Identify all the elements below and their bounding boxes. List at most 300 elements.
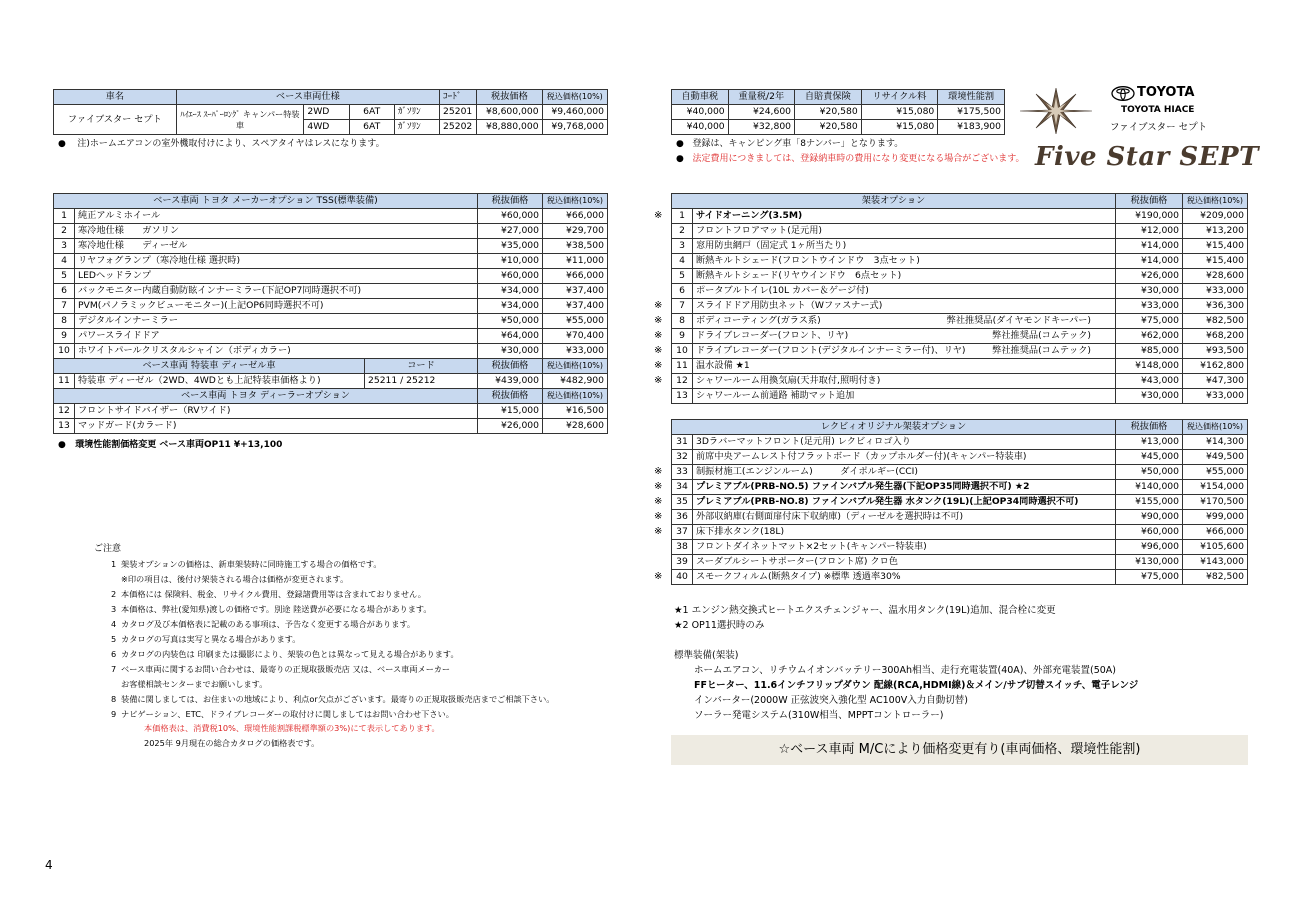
row-no: 11 bbox=[672, 359, 693, 374]
row-name: プレミアブル(PRB-NO.8) ファインバブル発生器 水タンク(19L)(上記OP34同時選択不可) bbox=[693, 495, 1116, 510]
row-no: 39 bbox=[672, 555, 693, 570]
price-ex: ¥8,880,000 bbox=[477, 120, 542, 135]
row-name: ホワイトパールクリスタルシャイン（ボディカラー) bbox=[75, 344, 478, 359]
notes-item bbox=[111, 632, 300, 647]
tax-cell: ¥32,800 bbox=[728, 120, 794, 135]
price-ex: ¥190,000 bbox=[1116, 209, 1183, 224]
price-ex: ¥75,000 bbox=[1116, 570, 1183, 585]
row-no: 5 bbox=[54, 269, 75, 284]
row-name: プレミアブル(PRB-NO.5) ファインバブル発生器(下記OP35同時選択不可) ★2 bbox=[693, 480, 1116, 495]
row-no: 11 bbox=[54, 374, 75, 389]
price-in: ¥37,400 bbox=[543, 284, 608, 299]
row-name: バックモニター内蔵自動防眩インナーミラー(下記OP7同時選択不可) bbox=[75, 284, 478, 299]
price-ex: ¥155,000 bbox=[1116, 495, 1183, 510]
price-in: ¥11,000 bbox=[543, 254, 608, 269]
tax-cell: ¥20,580 bbox=[795, 105, 862, 120]
table-row bbox=[54, 254, 608, 269]
price-ex: ¥34,000 bbox=[478, 299, 543, 314]
tax-table bbox=[671, 89, 1005, 135]
price-ex: ¥14,000 bbox=[1116, 254, 1183, 269]
table-row bbox=[672, 314, 1248, 329]
asterisk-mark: ※ bbox=[654, 571, 663, 582]
row-name: パワースライドドア bbox=[75, 329, 478, 344]
row-no: 8 bbox=[672, 314, 693, 329]
price-ex: ¥34,000 bbox=[478, 284, 543, 299]
five-star-logo: Five Star SEPT bbox=[1035, 142, 1259, 172]
notes-item-number: 4 bbox=[111, 619, 117, 629]
row-name: マッドガード(カラード) bbox=[75, 419, 478, 434]
price-ex: ¥50,000 bbox=[478, 314, 543, 329]
price-in: ¥15,400 bbox=[1183, 254, 1248, 269]
table-row bbox=[672, 435, 1248, 450]
notes-item-text: ベース車両に関するお問い合わせは、最寄りの正規取扱販売店 又は、ベース車両メーカー bbox=[121, 664, 451, 674]
col-ex: 税抜価格 bbox=[478, 359, 543, 374]
table-row bbox=[672, 239, 1248, 254]
col-spec: ベース車両仕様 bbox=[176, 90, 439, 105]
notes-item bbox=[111, 557, 382, 572]
price-in: ¥105,600 bbox=[1183, 540, 1248, 555]
price-change-banner: ☆ベース車両 M/Cにより価格変更有り(車両価格、環境性能割) bbox=[671, 735, 1248, 765]
table-row bbox=[672, 570, 1248, 585]
table-row bbox=[54, 224, 608, 239]
price-ex: ¥14,000 bbox=[1116, 239, 1183, 254]
fuel-cell: ｶﾞｿﾘﾝ bbox=[394, 120, 439, 135]
trans-cell: 6AT bbox=[349, 120, 394, 135]
table-row bbox=[672, 344, 1248, 359]
price-in: ¥28,600 bbox=[1183, 269, 1248, 284]
table-row bbox=[672, 284, 1248, 299]
price-ex: ¥30,000 bbox=[478, 344, 543, 359]
bullet-icon: ● bbox=[676, 139, 684, 149]
col-in: 税込価格(10%) bbox=[542, 90, 607, 105]
price-ex: ¥30,000 bbox=[1116, 389, 1183, 404]
row-no: 31 bbox=[672, 435, 693, 450]
row-no: 6 bbox=[672, 284, 693, 299]
table-row bbox=[672, 540, 1248, 555]
row-no: 4 bbox=[672, 254, 693, 269]
price-ex: ¥85,000 bbox=[1116, 344, 1183, 359]
price-ex: ¥26,000 bbox=[1116, 269, 1183, 284]
price-in: ¥93,500 bbox=[1183, 344, 1248, 359]
col-in: 税込価格(10%) bbox=[543, 359, 608, 374]
toyota-logo-icon bbox=[1111, 86, 1135, 101]
price-in: ¥162,800 bbox=[1183, 359, 1248, 374]
price-ex: ¥60,000 bbox=[1116, 525, 1183, 540]
row-no: 13 bbox=[54, 419, 75, 434]
table-row bbox=[672, 374, 1248, 389]
price-in: ¥36,300 bbox=[1183, 299, 1248, 314]
table-row bbox=[672, 495, 1248, 510]
row-recommend: 弊社推奨品(ダイヤモンドキーパー) bbox=[946, 315, 1091, 326]
table-row bbox=[54, 404, 608, 419]
tax-header: 自賠責保険 bbox=[795, 90, 862, 105]
row-name: 温水設備 ★1 bbox=[693, 359, 1116, 374]
model-sub: ファイブスター セプト bbox=[1110, 122, 1208, 133]
price-in: ¥55,000 bbox=[543, 314, 608, 329]
notes-item-number: 9 bbox=[111, 709, 117, 719]
notes-item-number: 2 bbox=[111, 589, 117, 599]
price-ex: ¥130,000 bbox=[1116, 555, 1183, 570]
table-row bbox=[54, 209, 608, 224]
table-row bbox=[54, 299, 608, 314]
asterisk-mark: ※ bbox=[654, 300, 663, 311]
notes-item bbox=[111, 587, 426, 602]
row-no: 1 bbox=[54, 209, 75, 224]
row-name: デジタルインナーミラー bbox=[75, 314, 478, 329]
asterisk-mark: ※ bbox=[654, 315, 663, 326]
tax-cell: ¥40,000 bbox=[672, 120, 729, 135]
price-ex: ¥15,000 bbox=[478, 404, 543, 419]
row-no: 36 bbox=[672, 510, 693, 525]
table-row bbox=[672, 224, 1248, 239]
price-in: ¥9,768,000 bbox=[542, 120, 607, 135]
notes-item bbox=[111, 692, 554, 707]
row-no: 3 bbox=[672, 239, 693, 254]
tax-header: 環境性能割 bbox=[938, 90, 1005, 105]
row-no: 8 bbox=[54, 314, 75, 329]
notes-item-number: 3 bbox=[111, 604, 117, 614]
vehicle-note: ● 注)ホームエアコンの室外機取付けにより、スペアタイヤはレスになります。 bbox=[58, 139, 385, 149]
env-note: ● 環境性能割価格変更 ベース車両OP11 ¥+13,100 bbox=[58, 440, 283, 450]
row-no: 5 bbox=[672, 269, 693, 284]
model-name: TOYOTA HIACE bbox=[1121, 105, 1195, 115]
price-in: ¥15,400 bbox=[1183, 239, 1248, 254]
notes-item-text: カタログの内装色は 印刷または撮影により、架装の色とは異なって見える場合があります。 bbox=[121, 649, 459, 659]
table-row bbox=[672, 329, 1248, 344]
table-row bbox=[54, 314, 608, 329]
row-no: 1 bbox=[672, 209, 693, 224]
row-name: フロントフロアマット(足元用) bbox=[693, 224, 1116, 239]
row-no: 34 bbox=[672, 480, 693, 495]
bullet-icon: ● bbox=[676, 154, 684, 164]
notes-item-number: 6 bbox=[111, 649, 117, 659]
price-in: ¥66,000 bbox=[1183, 525, 1248, 540]
price-in: ¥14,300 bbox=[1183, 435, 1248, 450]
price-ex: ¥64,000 bbox=[478, 329, 543, 344]
row-name: 寒冷地仕様 ガソリン bbox=[75, 224, 478, 239]
vehicle-spec: ﾊｲｴｰｽ ｽｰﾊﾟｰﾛﾝｸﾞ キャンパー特装車 bbox=[176, 105, 304, 135]
row-name-text: ドライブレコーダー(フロント、リヤ) bbox=[696, 330, 849, 341]
row-no: 12 bbox=[54, 404, 75, 419]
asterisk-mark: ※ bbox=[654, 360, 663, 371]
row-no: 40 bbox=[672, 570, 693, 585]
tax-note-1: ● 登録は、キャンピング車「8ナンバー」となります。 bbox=[676, 139, 904, 149]
price-in: ¥154,000 bbox=[1183, 480, 1248, 495]
col-name: 車名 bbox=[54, 90, 177, 105]
notes-item bbox=[111, 602, 432, 617]
tax-cell: ¥15,080 bbox=[861, 105, 938, 120]
row-name bbox=[693, 329, 1116, 344]
table-row bbox=[672, 359, 1248, 374]
price-ex: ¥140,000 bbox=[1116, 480, 1183, 495]
col-in: 税込価格(10%) bbox=[543, 194, 608, 209]
price-ex: ¥90,000 bbox=[1116, 510, 1183, 525]
row-name: 純正アルミホイール bbox=[75, 209, 478, 224]
maker-options-header: ベース車両 トヨタ メーカーオプション TSS(標準装備) bbox=[54, 194, 478, 209]
notes-item-text: ※印の項目は、後付け架装される場合は価格が変更されます。 bbox=[121, 574, 349, 584]
notes-item bbox=[111, 572, 348, 587]
price-ex: ¥50,000 bbox=[1116, 465, 1183, 480]
row-no: 32 bbox=[672, 450, 693, 465]
price-in: ¥37,400 bbox=[543, 299, 608, 314]
asterisk-mark: ※ bbox=[654, 210, 663, 221]
notes-item-number: 7 bbox=[111, 664, 117, 674]
price-in: ¥49,500 bbox=[1183, 450, 1248, 465]
notes-item-number: 1 bbox=[111, 559, 117, 569]
notes-red-line: 本価格表は、消費税10%、環境性能割課税標準額の3%)にて表示してあります。 bbox=[144, 723, 440, 733]
tax-cell: ¥183,900 bbox=[938, 120, 1005, 135]
table-row bbox=[672, 555, 1248, 570]
price-ex: ¥27,000 bbox=[478, 224, 543, 239]
col-in: 税込価格(10%) bbox=[543, 389, 608, 404]
price-in: ¥99,000 bbox=[1183, 510, 1248, 525]
asterisk-mark: ※ bbox=[654, 466, 663, 477]
row-name: スライドドア用防虫ネット（Wファスナー式) bbox=[693, 299, 1116, 314]
standard-item: ホームエアコン、リチウムイオンバッテリー300Ah相当、走行充電装置(40A)、外部充電装置(50A) bbox=[694, 665, 1116, 676]
price-ex: ¥148,000 bbox=[1116, 359, 1183, 374]
table-row bbox=[672, 450, 1248, 465]
price-in: ¥143,000 bbox=[1183, 555, 1248, 570]
row-no: 35 bbox=[672, 495, 693, 510]
price-in: ¥482,900 bbox=[543, 374, 608, 389]
notes-item-text: 架装オプションの価格は、新車架装時に同時施工する場合の価格です。 bbox=[121, 559, 382, 569]
fuel-cell: ｶﾞｿﾘﾝ bbox=[394, 105, 439, 120]
table-row bbox=[672, 254, 1248, 269]
col-in: 税込価格(10%) bbox=[1183, 420, 1248, 435]
tax-header: 自動車税 bbox=[672, 90, 729, 105]
asterisk-mark: ※ bbox=[654, 375, 663, 386]
row-name: PVM(パノラミックビューモニター)(上記OP6同時選択不可) bbox=[75, 299, 478, 314]
row-name: 特装車 ディーゼル（2WD、4WDとも上記特装車価格より) 25211 / 25212 bbox=[75, 374, 478, 389]
price-in: ¥33,000 bbox=[543, 344, 608, 359]
standard-item: インバーター(2000W 正弦波突入強化型 AC100V入力自動切替) bbox=[694, 695, 968, 706]
row-name: シャワールーム用換気扇(天井取付,照明付き) bbox=[693, 374, 1116, 389]
notes-item-text: 本価格は、弊社(愛知県)渡しの価格です。別途 陸送費が必要になる場合があります。 bbox=[121, 604, 432, 614]
table-row bbox=[672, 269, 1248, 284]
row-name: ポータブルトイレ(10L カバー＆ゲージ付) bbox=[693, 284, 1116, 299]
star-emblem-icon bbox=[1018, 86, 1094, 136]
row-name: LEDヘッドランプ bbox=[75, 269, 478, 284]
toyota-wordmark: TOYOTA bbox=[1137, 85, 1195, 100]
rv-options-table bbox=[671, 419, 1248, 585]
row-no: 37 bbox=[672, 525, 693, 540]
price-ex: ¥45,000 bbox=[1116, 450, 1183, 465]
page-number: 4 bbox=[45, 858, 53, 872]
standard-item: ソーラー発電システム(310W相当、MPPTコントローラー) bbox=[694, 710, 944, 721]
table-row bbox=[672, 480, 1248, 495]
table-row bbox=[54, 329, 608, 344]
price-ex: ¥26,000 bbox=[478, 419, 543, 434]
row-no: 9 bbox=[54, 329, 75, 344]
row-recommend: 弊社推奨品(コムテック) bbox=[992, 330, 1091, 341]
row-recommend: 弊社推奨品(コムテック) bbox=[992, 345, 1091, 356]
price-ex: ¥13,000 bbox=[1116, 435, 1183, 450]
row-name: サイドオーニング(3.5M) bbox=[693, 209, 1116, 224]
price-in: ¥28,600 bbox=[543, 419, 608, 434]
standard-item: FFヒーター、11.6インチフリップダウン 配線(RCA,HDMI線)＆メイン/サブ切替スイッチ、電子レンジ bbox=[694, 680, 1139, 691]
tax-cell: ¥40,000 bbox=[672, 105, 729, 120]
table-row bbox=[54, 269, 608, 284]
code-cell: 25202 bbox=[440, 120, 477, 135]
rv-options-header: レクビィオリジナル架装オプション bbox=[672, 420, 1116, 435]
price-in: ¥16,500 bbox=[543, 404, 608, 419]
row-name bbox=[693, 344, 1116, 359]
table-row bbox=[672, 299, 1248, 314]
table-row bbox=[54, 344, 608, 359]
price-ex: ¥30,000 bbox=[1116, 284, 1183, 299]
col-ex: 税抜価格 bbox=[477, 90, 542, 105]
price-ex: ¥10,000 bbox=[478, 254, 543, 269]
special-header: ベース車両 特装車 ディーゼル車 コード bbox=[54, 359, 478, 374]
row-no: 7 bbox=[54, 299, 75, 314]
col-ex: 税抜価格 bbox=[1116, 194, 1183, 209]
drive-cell: 2WD bbox=[304, 105, 349, 120]
price-in: ¥66,000 bbox=[543, 269, 608, 284]
standard-title: 標準装備(架装) bbox=[674, 650, 739, 661]
notes-item-number: 5 bbox=[111, 634, 117, 644]
row-name: 外部収納庫(右側面扉付床下収納庫)（ディーゼルを選択時は不可) bbox=[693, 510, 1116, 525]
row-no: 12 bbox=[672, 374, 693, 389]
row-name: リヤフォグランプ（寒冷地仕様 選択時) bbox=[75, 254, 478, 269]
body-options-table bbox=[671, 193, 1248, 404]
notes-item bbox=[111, 707, 454, 722]
row-name: シャワールーム前通路 補助マット追加 bbox=[693, 389, 1116, 404]
asterisk-mark: ※ bbox=[654, 511, 663, 522]
price-ex: ¥33,000 bbox=[1116, 299, 1183, 314]
price-in: ¥55,000 bbox=[1183, 465, 1248, 480]
maker-options-table bbox=[53, 193, 608, 434]
price-in: ¥9,460,000 bbox=[542, 105, 607, 120]
row-name: 寒冷地仕様 ディーゼル bbox=[75, 239, 478, 254]
price-in: ¥13,200 bbox=[1183, 224, 1248, 239]
row-name: 断熱キルトシェード(リヤウインドウ 6点セット) bbox=[693, 269, 1116, 284]
row-name: 床下排水タンク(18L) bbox=[693, 525, 1116, 540]
row-no: 4 bbox=[54, 254, 75, 269]
price-ex: ¥35,000 bbox=[478, 239, 543, 254]
row-name: 制振材施工(エンジンルーム) ダイポルギー(CCI) bbox=[693, 465, 1116, 480]
price-in: ¥170,500 bbox=[1183, 495, 1248, 510]
notes-item-number: 8 bbox=[111, 694, 117, 704]
row-no: 2 bbox=[54, 224, 75, 239]
bullet-icon: ● bbox=[58, 440, 66, 450]
price-in: ¥70,400 bbox=[543, 329, 608, 344]
row-no: 2 bbox=[672, 224, 693, 239]
price-in: ¥68,200 bbox=[1183, 329, 1248, 344]
col-ex: 税抜価格 bbox=[1116, 420, 1183, 435]
price-in: ¥209,000 bbox=[1183, 209, 1248, 224]
price-ex: ¥43,000 bbox=[1116, 374, 1183, 389]
price-ex: ¥439,000 bbox=[478, 374, 543, 389]
tax-cell: ¥24,600 bbox=[728, 105, 794, 120]
asterisk-mark: ※ bbox=[654, 330, 663, 341]
price-in: ¥82,500 bbox=[1183, 570, 1248, 585]
row-name: 前席中央アームレスト付フラットボード（カップホルダー付)(キャンパー特装車) bbox=[693, 450, 1116, 465]
body-options-header: 架装オプション bbox=[672, 194, 1116, 209]
notes-title: ご注意 bbox=[94, 544, 122, 554]
row-name-text: ボディコーティング(ガラス系) bbox=[696, 315, 821, 326]
row-no: 9 bbox=[672, 329, 693, 344]
row-no: 6 bbox=[54, 284, 75, 299]
tax-cell: ¥15,080 bbox=[861, 120, 938, 135]
row-no: 10 bbox=[54, 344, 75, 359]
row-name: フロントサイドバイザー（RVワイド) bbox=[75, 404, 478, 419]
row-no: 33 bbox=[672, 465, 693, 480]
row-name: フロントダイネットマット×2セット(キャンパー特装車) bbox=[693, 540, 1116, 555]
col-in: 税込価格(10%) bbox=[1183, 194, 1248, 209]
dealer-header: ベース車両 トヨタ ディーラーオプション bbox=[54, 389, 478, 404]
row-name bbox=[693, 314, 1116, 329]
notes-item-text: カタログ及び本価格表に記載のある事項は、予告なく変更する場合があります。 bbox=[121, 619, 416, 629]
col-ex: 税抜価格 bbox=[478, 389, 543, 404]
notes-item bbox=[111, 677, 267, 692]
price-ex: ¥12,000 bbox=[1116, 224, 1183, 239]
row-name: 断熱キルトシェード(フロントウインドウ 3点セット) bbox=[693, 254, 1116, 269]
code-cell: 25201 bbox=[440, 105, 477, 120]
tax-header: 重量税/2年 bbox=[728, 90, 794, 105]
price-in: ¥29,700 bbox=[543, 224, 608, 239]
price-ex: ¥60,000 bbox=[478, 209, 543, 224]
table-row bbox=[54, 239, 608, 254]
row-no: 10 bbox=[672, 344, 693, 359]
table-row bbox=[672, 525, 1248, 540]
asterisk-mark: ※ bbox=[654, 496, 663, 507]
vehicle-name: ファイブスター セプト bbox=[54, 105, 177, 135]
price-in: ¥66,000 bbox=[543, 209, 608, 224]
trans-cell: 6AT bbox=[349, 105, 394, 120]
notes-item-text: 装備に関しましては、お住まいの地域により、利点or欠点がございます。最寄りの正規取扱販売店までご相談下さい。 bbox=[121, 694, 555, 704]
notes-date-line: 2025年 9月現在の総合カタログの価格表です。 bbox=[144, 738, 320, 748]
asterisk-mark: ※ bbox=[654, 481, 663, 492]
star-note-2: ★2 OP11選択時のみ bbox=[674, 620, 765, 631]
notes-item bbox=[111, 617, 415, 632]
row-name: 窓用防虫網戸（固定式 1ヶ所当たり) bbox=[693, 239, 1116, 254]
row-name-text: ドライブレコーダー(フロント(デジタルインナーミラー付)、リヤ) bbox=[696, 345, 966, 356]
notes-item-text: お客様相談センターまでお願いします。 bbox=[121, 679, 268, 689]
table-row bbox=[54, 419, 608, 434]
tax-note-2: ● 法定費用につきましては、登録納車時の費用になり変更になる場合がございます。 bbox=[676, 154, 1025, 164]
vehicle-price-table bbox=[53, 89, 608, 135]
notes-item-text: 本価格には 保険料、税金、リサイクル費用、登録諸費用等は含まれておりません。 bbox=[121, 589, 426, 599]
drive-cell: 4WD bbox=[304, 120, 349, 135]
price-ex: ¥75,000 bbox=[1116, 314, 1183, 329]
row-name: 3Dラバーマットフロント(足元用) レクビィロゴ入り bbox=[693, 435, 1116, 450]
price-ex: ¥60,000 bbox=[478, 269, 543, 284]
notes-item bbox=[111, 662, 450, 677]
table-row bbox=[672, 510, 1248, 525]
tax-cell: ¥20,580 bbox=[795, 120, 862, 135]
table-row bbox=[672, 209, 1248, 224]
price-in: ¥33,000 bbox=[1183, 389, 1248, 404]
row-no: 3 bbox=[54, 239, 75, 254]
tax-header: リサイクル料 bbox=[861, 90, 938, 105]
price-ex: ¥8,600,000 bbox=[477, 105, 542, 120]
table-row bbox=[54, 284, 608, 299]
price-ex: ¥62,000 bbox=[1116, 329, 1183, 344]
star-note-1: ★1 エンジン熱交換式ヒートエクスチェンジャー、温水用タンク(19L)追加、混合栓に変更 bbox=[674, 605, 1056, 616]
col-code: ｺｰﾄﾞ bbox=[440, 90, 477, 105]
row-name: スモークフィルム(断熱タイプ) ※標準 透過率30% bbox=[693, 570, 1116, 585]
price-in: ¥82,500 bbox=[1183, 314, 1248, 329]
asterisk-mark: ※ bbox=[654, 526, 663, 537]
price-ex: ¥96,000 bbox=[1116, 540, 1183, 555]
row-no: 13 bbox=[672, 389, 693, 404]
bullet-icon: ● bbox=[58, 139, 66, 149]
table-row bbox=[54, 374, 608, 389]
row-name: スーダブルシートサポーター(フロント席) クロ色 bbox=[693, 555, 1116, 570]
price-in: ¥33,000 bbox=[1183, 284, 1248, 299]
notes-item bbox=[111, 647, 459, 662]
notes-item-text: ナビゲーション、ETC、ドライブレコーダーの取付けに関しましてはお問い合わせ下さい。 bbox=[121, 709, 454, 719]
